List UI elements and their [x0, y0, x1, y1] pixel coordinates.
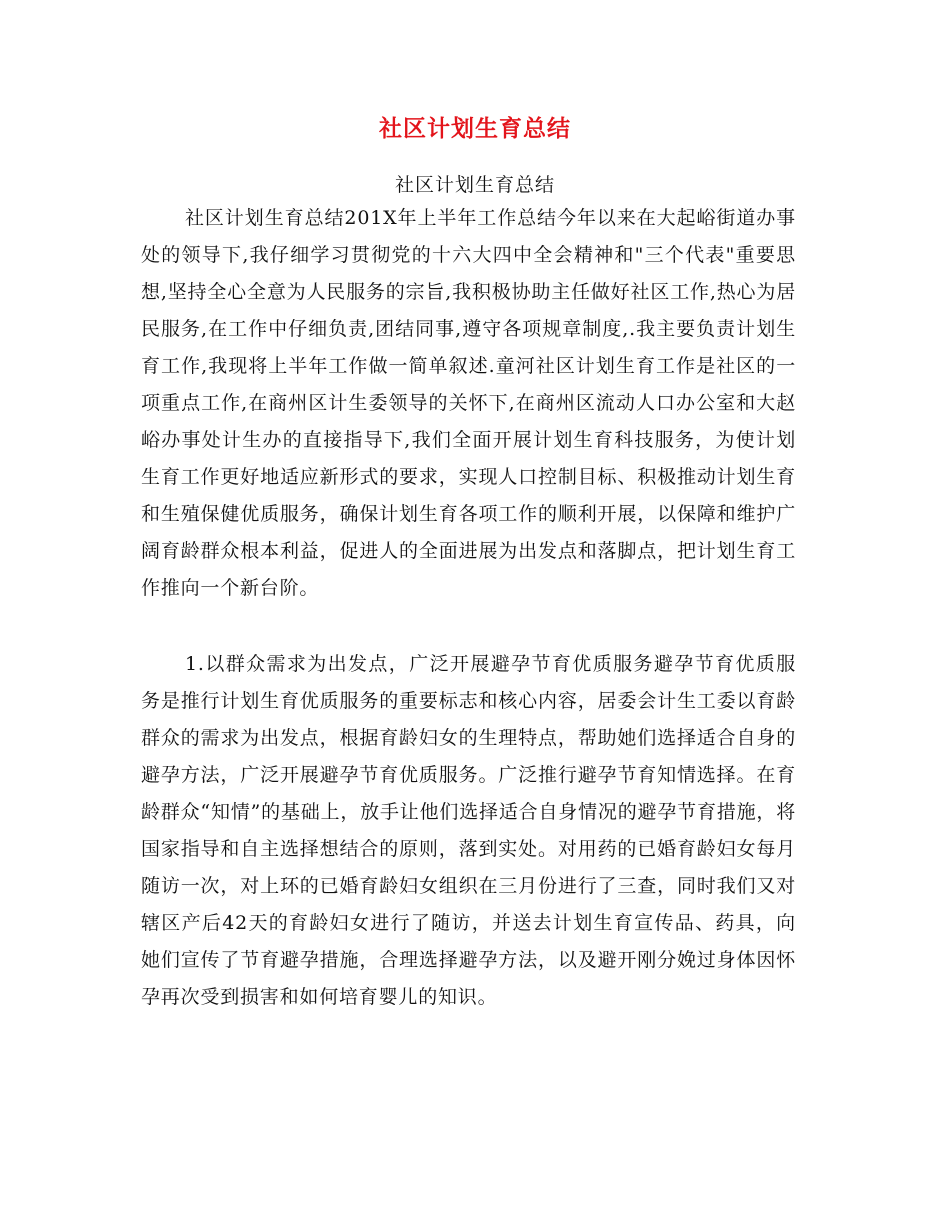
- document-subtitle: 社区计划生育总结: [394, 174, 555, 196]
- body-paragraph: 1.以群众需求为出发点，广泛开展避孕节育优质服务避孕节育优质服务是推行计划生育优质服务的重要标志和核心内容，居委会计生工委以育龄群众的需求为出发点，根据育龄妇女的生理特点，帮助她们选择适合自身的避孕方法，广泛开展避孕节育优质服务。广泛推行避孕节育知情选择。在育龄群众“知情”的基础上，放手让他们选择适合自身情况的避孕节育措施，将国家指导和自主选择想结合的原则，落到实处。对用药的已婚育龄妇女每月随访一次，对上环的已婚育龄妇女组织在三月份进行了三查，同时我们又对辖区产后42天的育龄妇女进行了随访，并送去计划生育宣传品、药具，向她们宣传了节育避孕措施，合理选择避孕方法，以及避开刚分娩过身体因怀孕再次受到损害和如何培育婴儿的知识。: [141, 653, 796, 1008]
- body-paragraph: 社区计划生育总结201X年上半年工作总结今年以来在大起峪街道办事处的领导下,我仔细学习贯彻党的十六大四中全会精神和"三个代表"重要思想,坚持全心全意为人民服务的宗旨,我积极协助主任做好社区工作,热心为居民服务,在工作中仔细负责,团结同事,遵守各项规章制度,.我主要负责计划生育工作,我现将上半年工作做一简单叙述.童河社区计划生育工作是社区的一项重点工作,在商州区计生委领导的关怀下,在商州区流动人口办公室和大赵峪办事处计生办的直接指导下,我们全面开展计划生育科技服务，为使计划生育工作更好地适应新形式的要求，实现人口控制目标、积极推动计划生育和生殖保健优质服务，确保计划生育各项工作的顺利开展，以保障和维护广阔育龄群众根本利益，促进人的全面进展为出发点和落脚点，把计划生育工作推向一个新台阶。: [141, 207, 796, 599]
- document-title: 社区计划生育总结: [379, 116, 571, 142]
